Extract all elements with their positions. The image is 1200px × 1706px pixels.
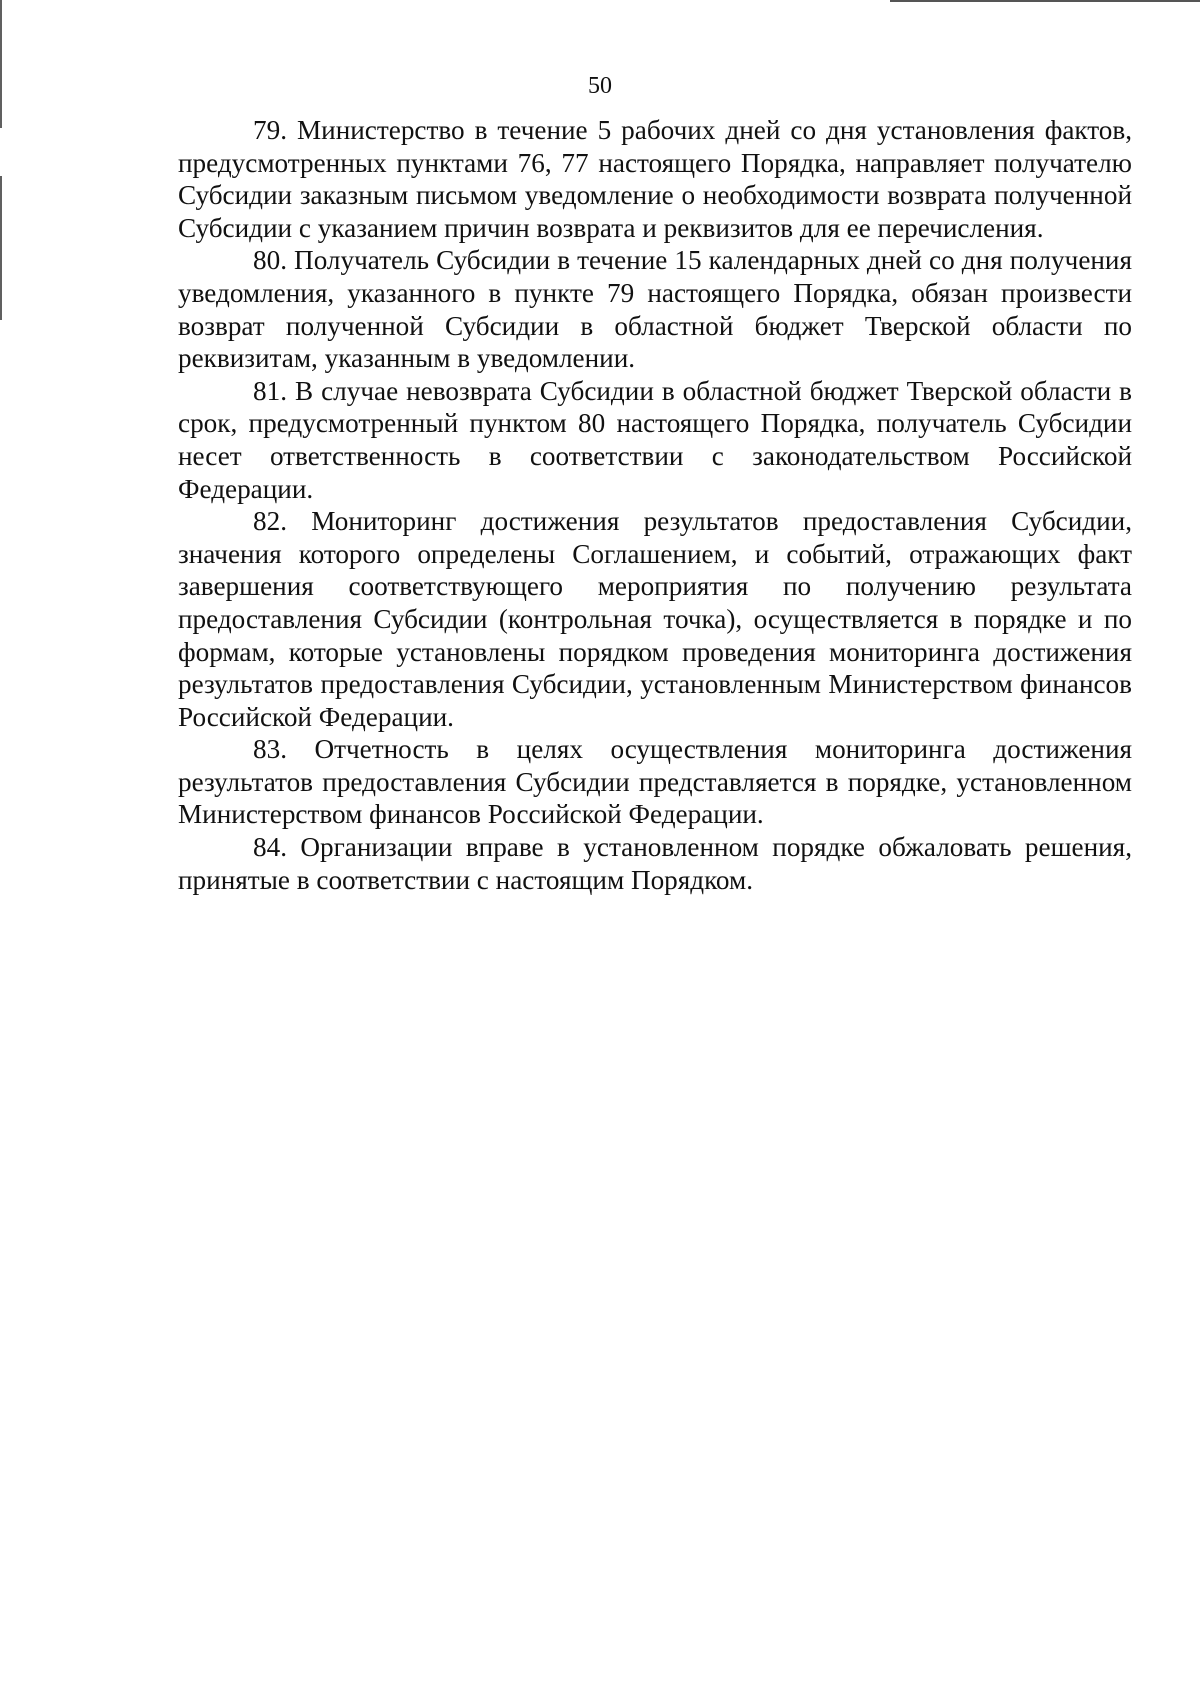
scan-edge-top — [890, 0, 1200, 2]
paragraph-84: 84. Организации вправе в установленном порядке обжаловать решения, принятые в соответствии с настоящим Порядком. — [178, 832, 1132, 895]
paragraph-80: 80. Получатель Субсидии в течение 15 календарных дней со дня получения уведомления, указанного в пункте 79 настоящего Порядка, обязан произвести возврат полученной Субсидии в областной бюджет Тверской области по реквизитам, указанным в уведомлении. — [178, 245, 1132, 374]
page-number: 50 — [588, 73, 612, 99]
paragraph-82: 82. Мониторинг достижения результатов предоставления Субсидии, значения которого определены Соглашением, и событий, отражающих факт завершения соответствующего мероприятия по получению результата предоставления Субсидии (контрольная точка), осуществляется в порядке и по формам, которые установлены порядком проведения мониторинга достижения результатов предоставления Субсидии, установленным Министерством финансов Российской Федерации. — [178, 506, 1132, 732]
document-body — [178, 114, 1132, 896]
paragraph-79: 79. Министерство в течение 5 рабочих дней со дня установления фактов, предусмотренных пунктами 76, 77 настоящего Порядка, направляет получателю Субсидии заказным письмом уведомление о необходимости возврата полученной Субсидии с указанием причин возврата и реквизитов для ее перечисления. — [178, 115, 1132, 243]
scan-edge-left — [0, 0, 2, 320]
paragraph-81: 81. В случае невозврата Субсидии в областной бюджет Тверской области в срок, предусмотренный пунктом 80 настоящего Порядка, получатель Субсидии несет ответственность в соответствии с законодательством Российской Федерации. — [178, 375, 1132, 504]
paragraph-83: 83. Отчетность в целях осуществления мониторинга достижения результатов предоставления Субсидии представляется в порядке, установленном Министерством финансов Российской Федерации. — [178, 734, 1132, 830]
